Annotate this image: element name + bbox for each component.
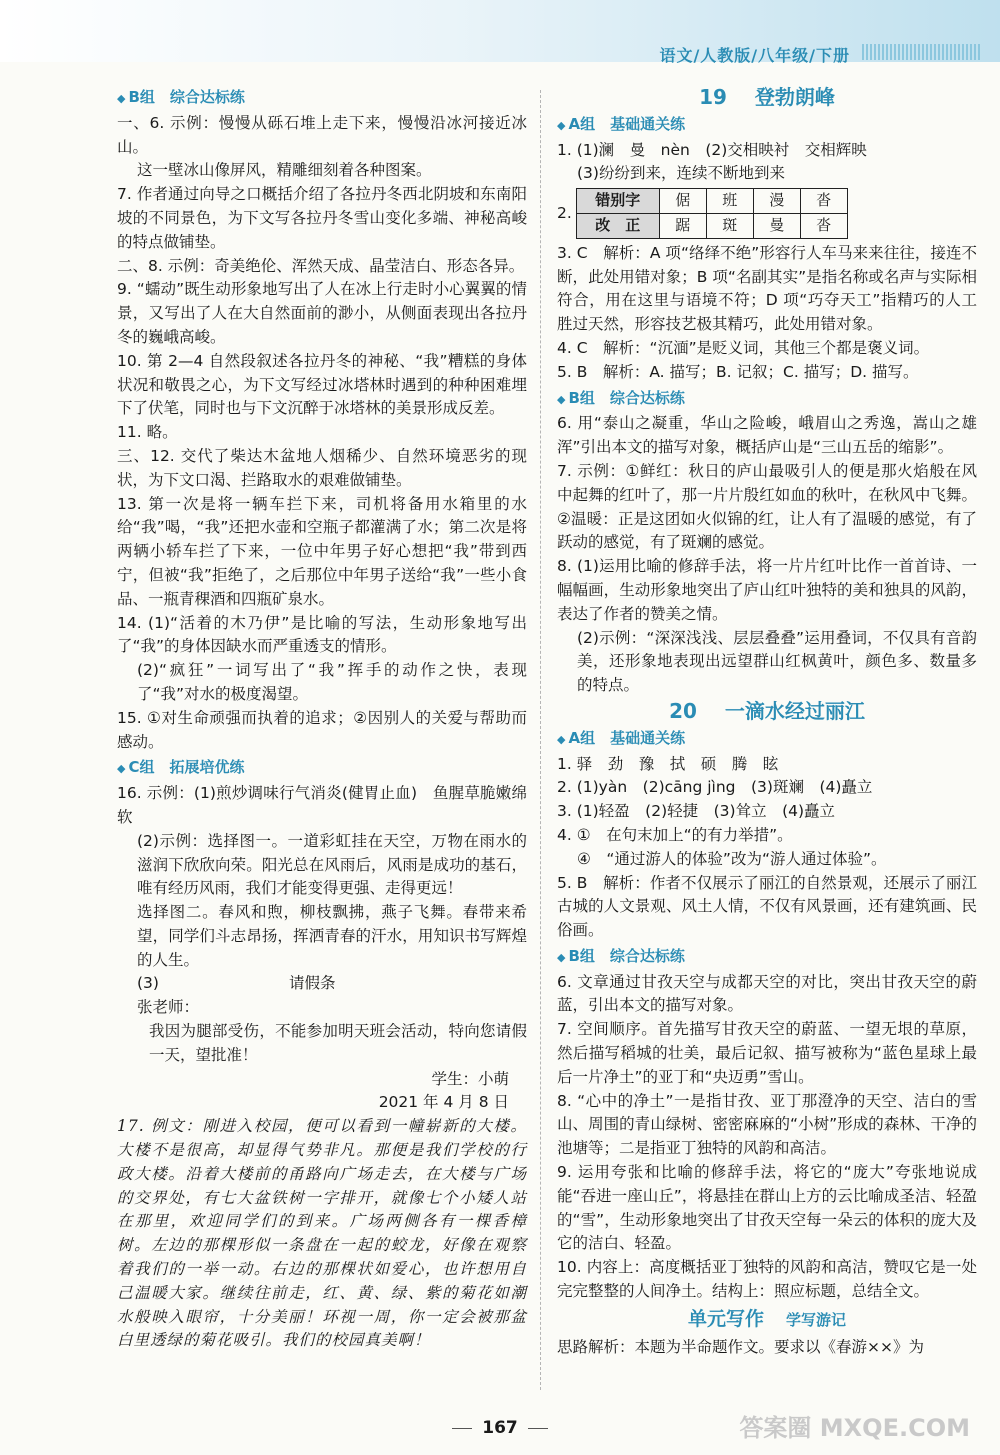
answer-item: 16. 示例：(1)煎炒调味行气消炎(健胃止血) 鱼腥草脆嫩绵软 (117, 784, 527, 826)
answer-item: 11. 略。 (117, 423, 178, 442)
answer-item: 9. 运用夸张和比喻的修辞手法，将它的“庞大”夸张地说成能“吞进一座山丘”，将悬挂在群山上方的云比喻成圣洁、轻盈的“雪”，生动形象地突出了甘孜天空每一朵云的体积的庞大及它的洁白、轻盈。 (557, 1163, 977, 1253)
leave-note-date: 2021 年 4 月 8 日 (378, 1093, 509, 1112)
diamond-icon: ◆ (557, 392, 566, 406)
table-cell: 错别字 (576, 189, 659, 214)
answer-item: 3. (1)轻盈 (2)轻捷 (3)耸立 (4)矗立 (557, 802, 836, 821)
answer-item: (2)示例：“深深浅浅、层层叠叠”运用叠词，不仅具有音韵美，还形象地表现出远望群山红枫黄叶，颜色多、数量多的特点。 (577, 628, 977, 695)
table-cell: 漫 (753, 189, 800, 214)
answer-item: 6. 文章通过甘孜天空与成都天空的对比，突出甘孜天空的蔚蓝，引出本文的描写对象。 (557, 972, 977, 1015)
answer-item: (2)“疯狂”一词写出了“我”挥手的动作之快，表现了“我”对水的极度渴望。 (137, 661, 527, 703)
left-column (117, 84, 527, 1353)
answer-item: 4. C 解析：“沉湎”是贬义词，其他三个都是褒义词。 (557, 338, 930, 357)
answer-item: 14. (1)“活着的木乃伊”是比喻的写法，生动形象地写出了“我”的身体因缺水而严重透支的情形。 (117, 613, 527, 656)
answer-item: 3. C 解析：A 项“络绎不绝”形容行人车马来来往往，接连不断，此处用错对象；B 项“名副其实”是指名称或名声与实际相符合，用在这里与语境不符；D 项“巧夺天工”指精巧的人工胜过天然，形容技艺极其精巧，此处用错对象。 (557, 243, 977, 334)
answer-item: 三、12. 交代了柴达木盆地人烟稀少、自然环境恶劣的现状，为下文口渴、拦路取水的艰难做铺垫。 (117, 446, 527, 489)
answer-item: 8. (1)运用比喻的修辞手法，将一片片红叶比作一首首诗、一幅幅画，生动形象地突出了庐山红叶独特的美和独具的风韵，表达了作者的赞美之情。 (557, 557, 977, 623)
item-number: 2. (557, 204, 572, 223)
answer-item: 1. 驿 劲 豫 拭 硕 腾 眩 (557, 754, 779, 773)
section-heading: ◆ C组 拓展培优练 (117, 758, 245, 777)
answer-item: 5. B 解析：作者不仅展示了丽江的自然景观，还展示了丽江古城的人文景观、风土人情，不仅有风景画，还有建筑画、民俗画。 (557, 873, 977, 940)
answer-item: 二、8. 示例：奇美绝伦、浑然天成、晶莹洁白、形态各异。 (117, 256, 525, 275)
answer-item: 5. B 解析：A. 描写；B. 记叙；C. 描写；D. 描写。 (557, 362, 919, 381)
page-number: 167 (0, 1418, 1000, 1438)
answer-item: (3)纷纷到来，连续不断地到来 (577, 164, 785, 183)
answer-item: 10. 第 2—4 自然段叙述各拉丹冬的神秘、“我”糟糕的身体状况和敬畏之心，为下文写经过冰塔林时遇到的种种困难埋下了伏笔，同时也与下文沉醉于冰塔林的美景形成反差。 (117, 351, 527, 418)
answer-item: 1. (1)澜 曼 nèn (2)交相映衬 交相辉映 (557, 140, 867, 159)
diamond-icon: ◆ (117, 762, 126, 776)
answer-item: 7. 空间顺序。首先描写甘孜天空的蔚蓝、一望无垠的草原，然后描写稻城的壮美，最后记叙、描写被称为“蓝色星球上最后一片净土”的亚丁和“央迈勇”雪山。 (557, 1020, 977, 1086)
watermark: 答案圈 MXQE.COM (739, 1414, 970, 1442)
answer-item: 7. 作者通过向导之口概括介绍了各拉丹冬西北阴坡和东南阳坡的不同景色，为下文写各拉丹冬雪山变化多端、神秘高峻的特点做铺垫。 (117, 185, 527, 251)
right-column (557, 84, 977, 1359)
correction-row (557, 186, 977, 242)
leave-note-signature: 学生：小萌 (431, 1069, 509, 1088)
answer-item: 2. (1)yàn (2)cāng jìng (3)斑斓 (4)矗立 (557, 778, 873, 797)
answer-item: 4. ① 在句末加上“的有力举措”。 (557, 825, 793, 844)
answer-item: 这一壁冰山像屏风，精雕细刻着各种图案。 (137, 161, 432, 180)
answer-item: 6. 用“泰山之凝重，华山之险峻，峨眉山之秀逸，嵩山之雄浑”引出本文的描写对象，概括庐山是“三山五岳的缩影”。 (557, 414, 977, 457)
answer-item: 9. “蠕动”既生动形象地写出了人在冰上行走时小心翼翼的情景，又写出了人在大自然面前的渺小，从侧面表现出各拉丹冬的巍峨高峻。 (117, 280, 527, 346)
section-heading: ◆ A组 基础通关练 (557, 728, 686, 747)
table-cell: 沓 (800, 213, 847, 238)
section-heading: ◆ B组 综合达标练 (557, 388, 685, 407)
header-pattern (862, 44, 980, 60)
table-cell: 倨 (659, 189, 706, 214)
table-cell: 班 (706, 189, 753, 214)
answer-item: 选择图二。春风和煦，柳枝飘拂，燕子飞舞。春带来希望，同学们斗志昂扬，挥洒青春的汗水，用知识书写辉煌的人生。 (137, 903, 527, 969)
answer-item: 8. “心中的净土”一是指甘孜、亚丁那澄净的天空、洁白的雪山、周围的青山绿树、密密麻麻的“小树”形成的森林、干净的池塘等；二是指亚丁独特的风韵和高洁。 (557, 1091, 977, 1158)
answer-item: 思路解析：本题为半命题作文。要求以《春游××》为 (557, 1337, 924, 1356)
answer-item: 10. 内容上：高度概括亚丁独特的风韵和高洁，赞叹它是一处完完整整的人间净土。结构上：照应标题，总结全文。 (557, 1258, 977, 1301)
answer-item: (2)示例：选择图一。一道彩虹挂在天空，万物在雨水的滋润下欣欣向荣。阳光总在风雨后，风雨是成功的基石，唯有经历风雨，我们才能变得更强、走得更远！ (137, 831, 527, 898)
unit-writing-title: 单元写作 学写游记 (687, 1307, 847, 1330)
diamond-icon: ◆ (557, 950, 566, 964)
answer-item: 7. 示例：①鲜红：秋日的庐山最吸引人的便是那火焰般在风中起舞的红叶了，那一片片殷红如血的秋叶，在秋风中飞舞。②温暖：正是这团如火似锦的红，让人有了温暖的感觉，有了跃动的感觉，有了斑斓的感觉。 (557, 461, 977, 552)
diamond-icon: ◆ (557, 118, 566, 132)
header-label: 语文/人教版/八年级/下册 (659, 46, 850, 65)
header-bar (0, 0, 1000, 65)
answer-item: 15. ①对生命顽强而执着的追求；②因别人的关爱与帮助而感动。 (117, 708, 527, 751)
table-cell: 曼 (753, 213, 800, 238)
lesson-title: 20 一滴水经过丽江 (669, 698, 865, 723)
answer-item: 一、6. 示例：慢慢从砾石堆上走下来，慢慢沿冰河接近冰山。 (117, 113, 527, 156)
table-cell: 踞 (659, 213, 706, 238)
diamond-icon: ◆ (117, 92, 126, 105)
section-heading: ◆ B组 综合达标练 (557, 946, 685, 965)
correction-table (576, 188, 848, 239)
lesson-title: 19 登勃朗峰 (699, 85, 835, 109)
leave-note-title: (3) 请假条 (137, 974, 336, 993)
leave-note-body: 我因为腿部受伤，不能参加明天班会活动，特向您请假一天，望批准！ (149, 1022, 527, 1064)
section-heading: ◆ A组 基础通关练 (557, 114, 686, 133)
table-cell: 改 正 (576, 213, 659, 238)
column-divider (540, 90, 541, 1390)
answer-item: ④ “通过游人的体验”改为“游人通过体验”。 (577, 849, 887, 868)
diamond-icon: ◆ (557, 732, 566, 746)
sample-essay: 17. 例文：刚进入校园，便可以看到一幢崭新的大楼。大楼不是很高，却显得气势非凡。那便是我们学校的行政大楼。沿着大楼前的甬路向广场走去，在大楼与广场的交界处，有七大盆铁树一字排开，就像七个小矮人站在那里，欢迎同学们的到来。广场两侧各有一棵香樟树。左边的那棵形似一条盘在一起的蛟龙，好像在观察着我们的一举一动。右边的那棵状如爱心，也许想用自己温暖大家。继续往前走，红、黄、绿、紫的菊花如潮水般映入眼帘，十分美丽！环视一周，你一定会被那盆白里透绿的菊花吸引。我们的校园真美啊！ (117, 1117, 527, 1350)
leave-note-salutation: 张老师： (137, 998, 200, 1017)
table-cell: 沓 (800, 189, 847, 214)
table-cell: 斑 (706, 213, 753, 238)
section-heading: ◆ B组 综合达标练 (117, 88, 245, 106)
answer-item: 13. 第一次是将一辆车拦下来，司机将备用水箱里的水给“我”喝，“我”还把水壶和空瓶子都灌满了水；第二次是将两辆小轿车拦了下来，一位中年男子好心想把“我”带到西宁，但被“我”拒绝了，之后那位中年男子送给“我”一些小食品、一瓶青稞酒和四瓶矿泉水。 (117, 494, 527, 608)
